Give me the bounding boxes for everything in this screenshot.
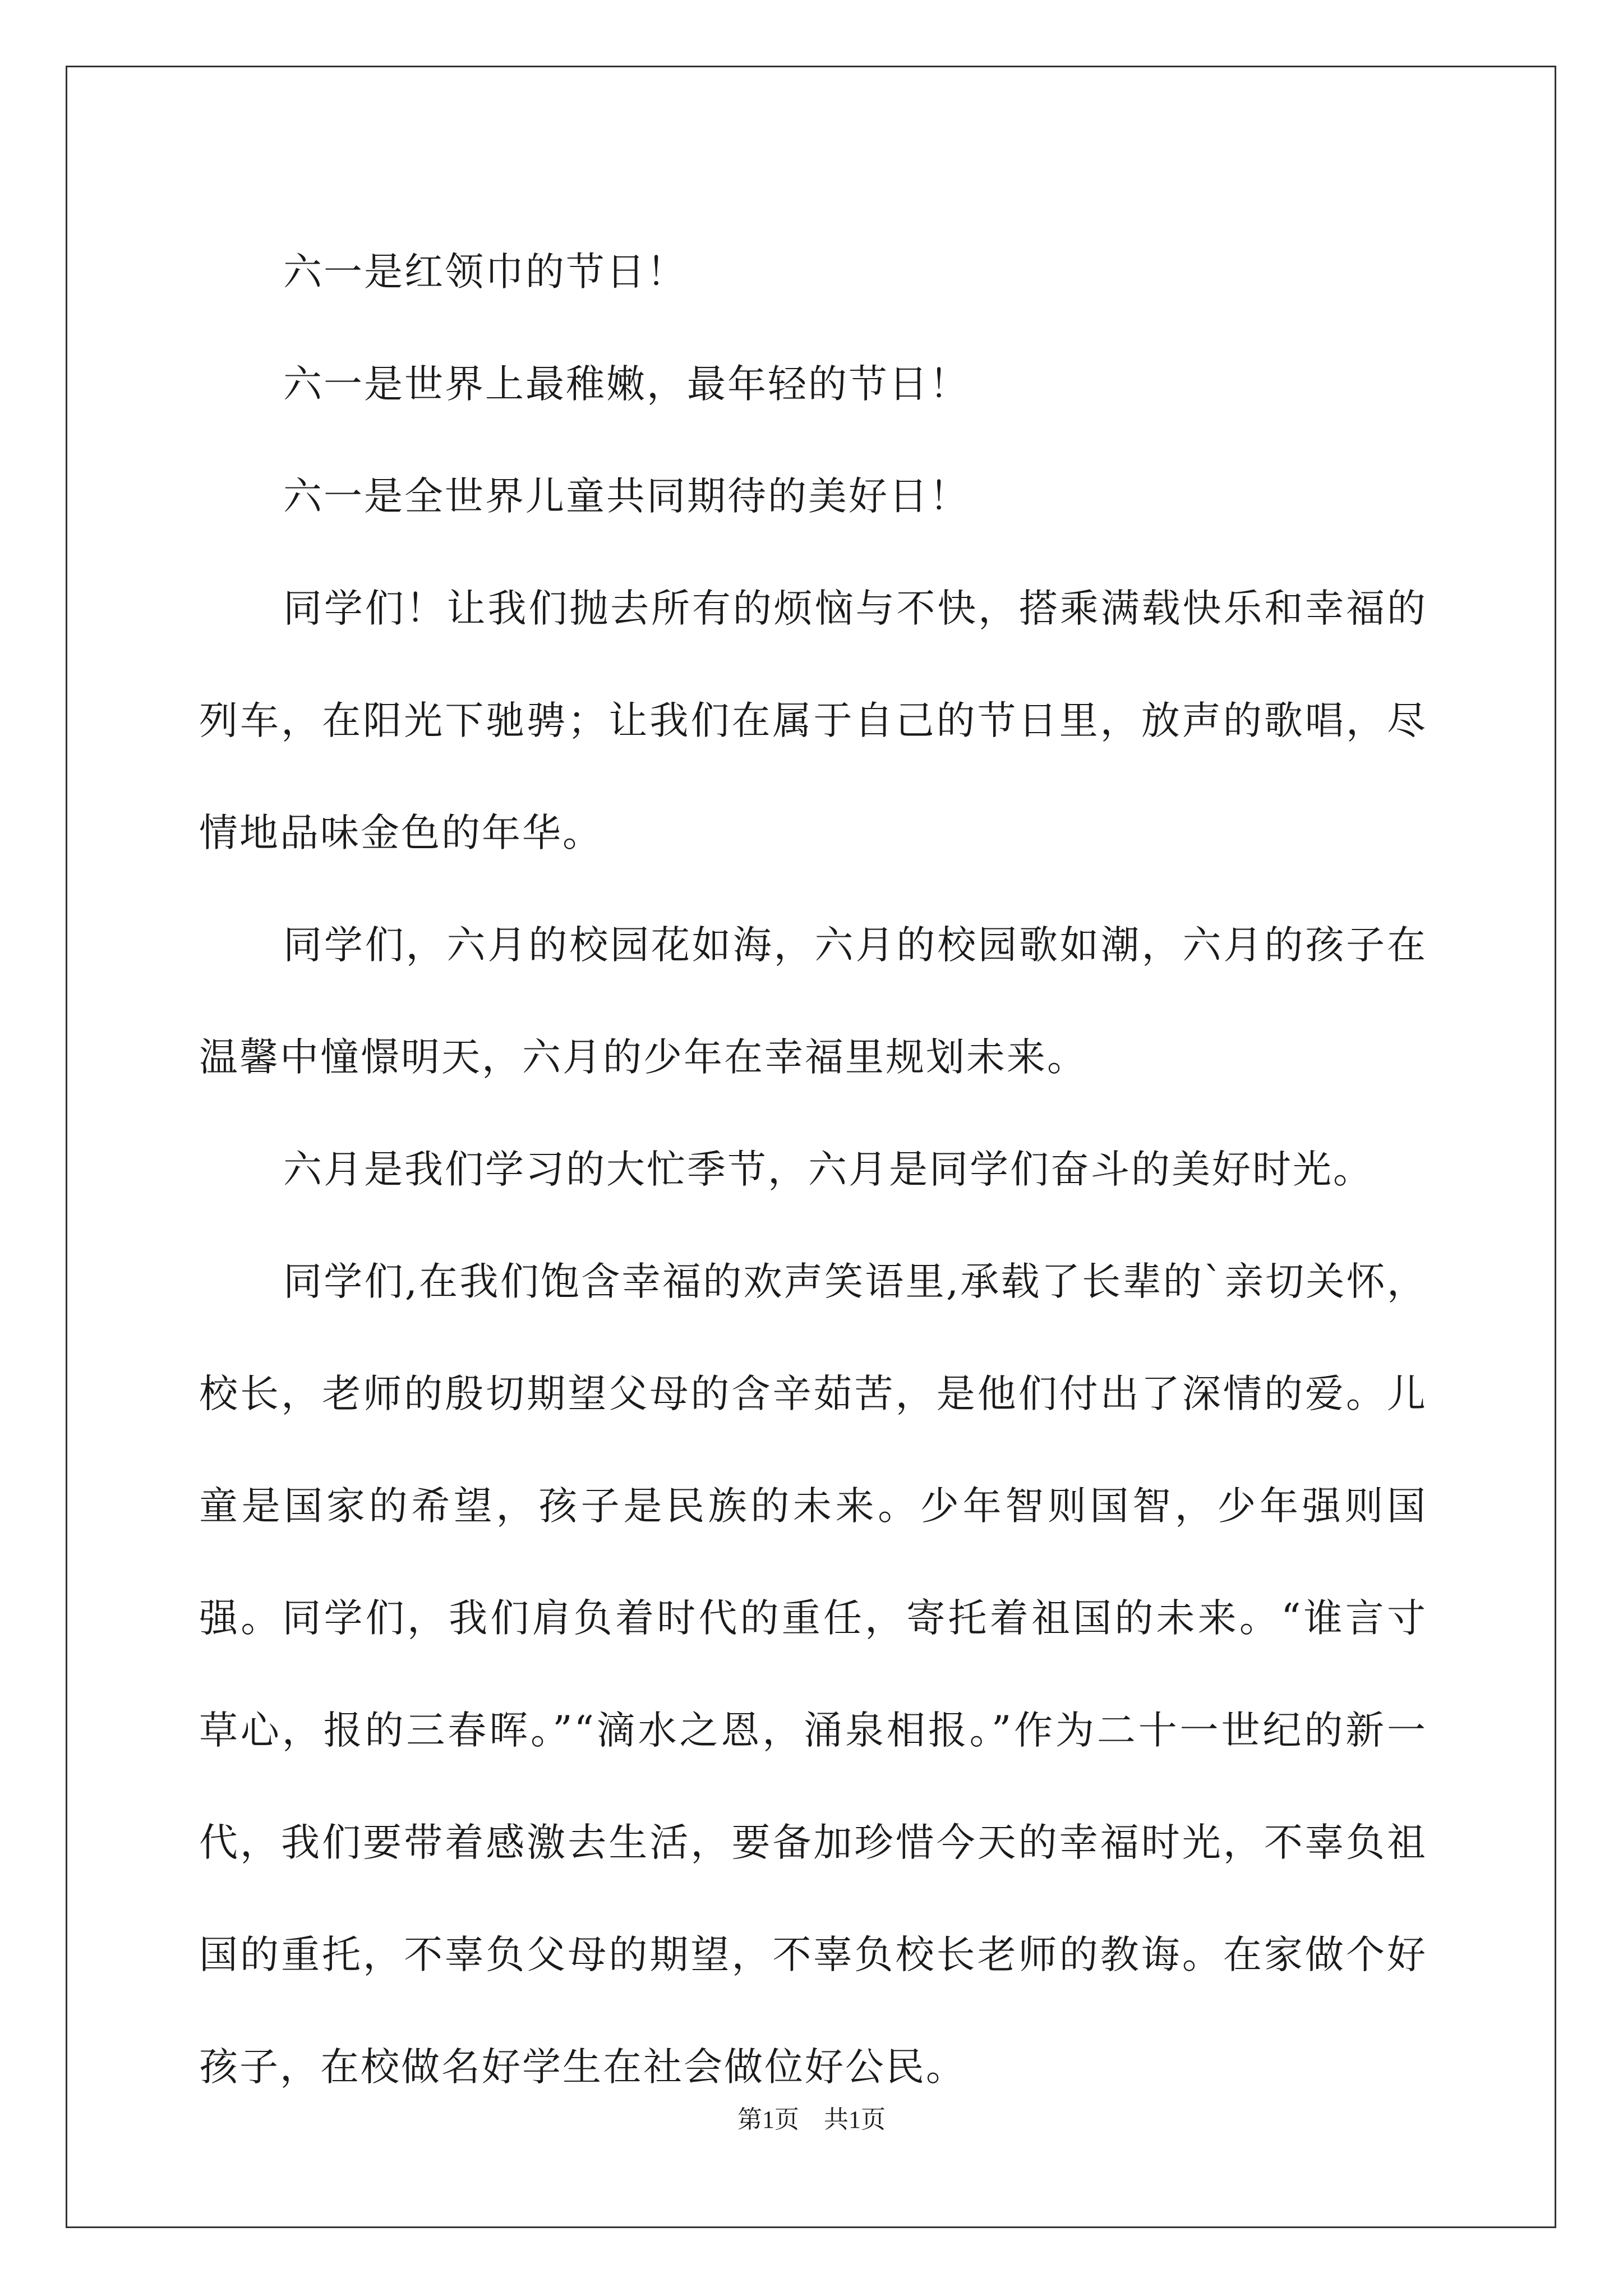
paragraph-4: 同学们！让我们抛去所有的烦恼与不快，搭乘满载快乐和幸福的列车，在阳光下驰骋；让我们在属于自己的节日里，放声的歌唱，尽情地品味金色的年华。 (199, 586, 1427, 855)
paragraph-5: 同学们，六月的校园花如海，六月的校园歌如潮，六月的孩子在温馨中憧憬明天，六月的少年在幸福里规划未来。 (199, 923, 1427, 1080)
page-number-footer: 第1页 共1页 (737, 2106, 886, 2133)
paragraph-1: 六一是红领巾的节日！ (283, 250, 687, 295)
paragraph-3: 六一是全世界儿童共同期待的美好日！ (283, 474, 970, 519)
document-body (199, 216, 1427, 2123)
paragraph-2: 六一是世界上最稚嫩，最年轻的节日！ (283, 362, 970, 407)
paragraph-6: 六月是我们学习的大忙季节，六月是同学们奋斗的美好时光。 (283, 1147, 1373, 1192)
paragraph-7: 同学们,在我们饱含幸福的欢声笑语里,承载了长辈的`亲切关怀，校长，老师的殷切期望父母的含辛茹苦，是他们付出了深情的爱。儿童是国家的希望，孩子是民族的未来。少年智则国智，少年强则国强。同学们，我们肩负着时代的重任，寄托着祖国的未来。“谁言寸草心，报的三春晖。”“滴水之恩，涌泉相报。”作为二十一世纪的新一代，我们要带着感激去生活，要备加珍惜今天的幸福时光，不辜负祖国的重托，不辜负父母的期望，不辜负校长老师的教诲。在家做个好孩子，在校做名好学生在社会做位好公民。 (199, 1259, 1427, 2090)
